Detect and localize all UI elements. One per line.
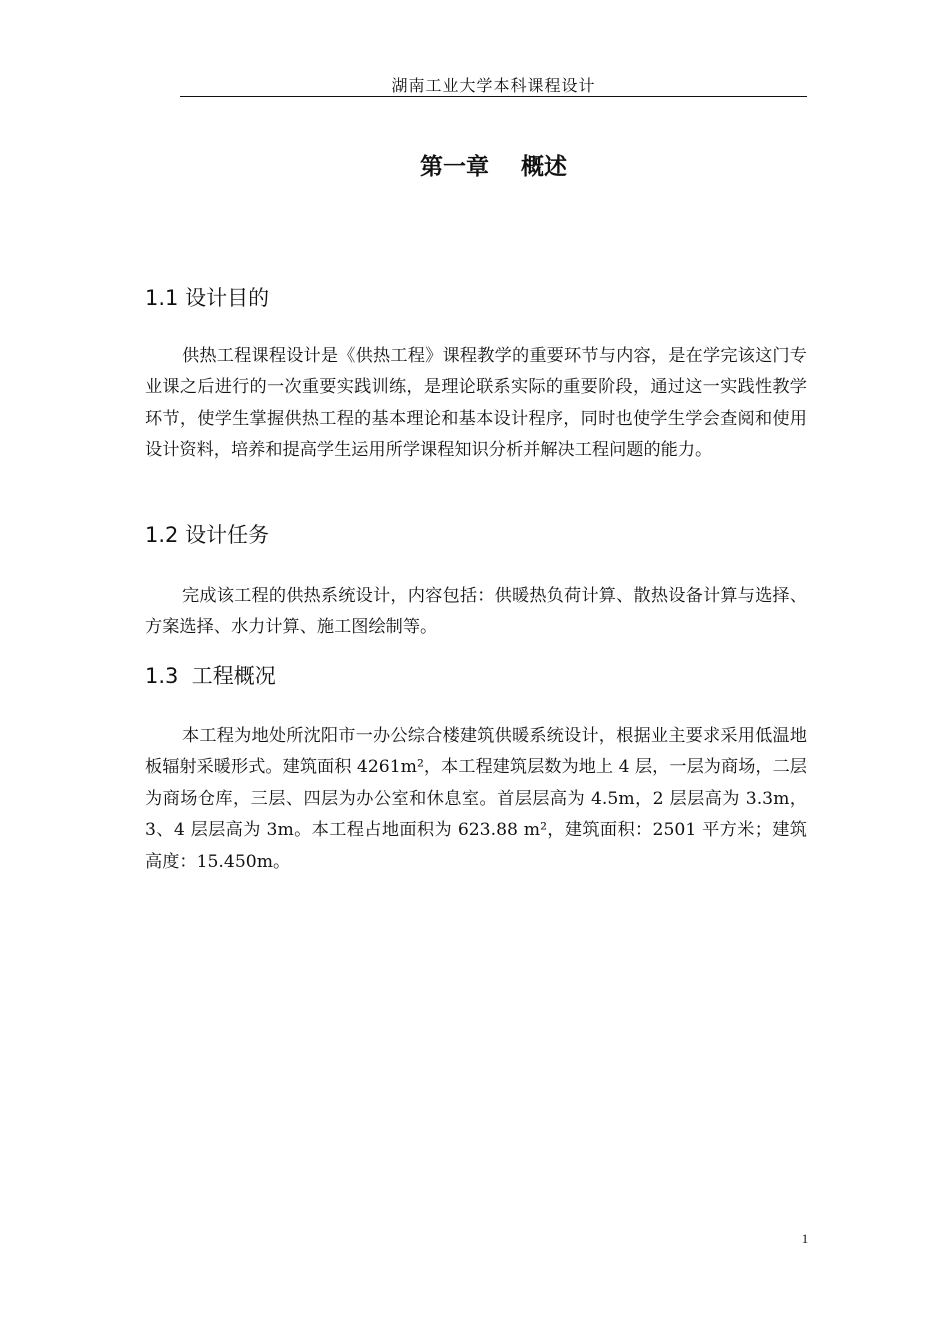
chapter-title: 第一章 概述 [419,154,568,180]
section-heading-design-purpose: 1.1 设计目的 [145,286,270,310]
paragraph-design-purpose: 供热工程课程设计是《供热工程》课程教学的重要环节与内容，是在学完该这门专业课之后进行的一次重要实践训练，是理论联系实际的重要阶段，通过这一实践性教学环节，使学生掌握供热工程的基本理论和基本设计程序，同时也使学生学会查阅和使用设计资料，培养和提高学生运用所学课程知识分析并解决工程问题的能力。 [145,346,807,461]
running-header: 湖南工业大学本科课程设计 [391,76,596,95]
header-rule [180,96,807,97]
section-heading-design-task: 1.2 设计任务 [145,523,270,547]
section-heading-project-overview: 1.3 工程概况 [145,664,276,688]
page-number: 1 [801,1231,809,1246]
paragraph-project-overview: 本工程为地处所沈阳市一办公综合楼建筑供暖系统设计，根据业主要求采用低温地板辐射采暖形式。建筑面积 4261m²，本工程建筑层数为地上 4 层，一层为商场，二层为商场仓库，三层、四层为办公室和休息室。首层层高为 4.5m，2 层层高为 3.3m，3、4 层层高为 3m。本工程占地面积为 623.88 m²，建筑面积：2501 平方米；建筑高度：15.450m。 [145,726,807,872]
paragraph-design-task: 完成该工程的供热系统设计，内容包括：供暖热负荷计算、散热设备计算与选择、方案选择、水力计算、施工图绘制等。 [145,586,807,638]
